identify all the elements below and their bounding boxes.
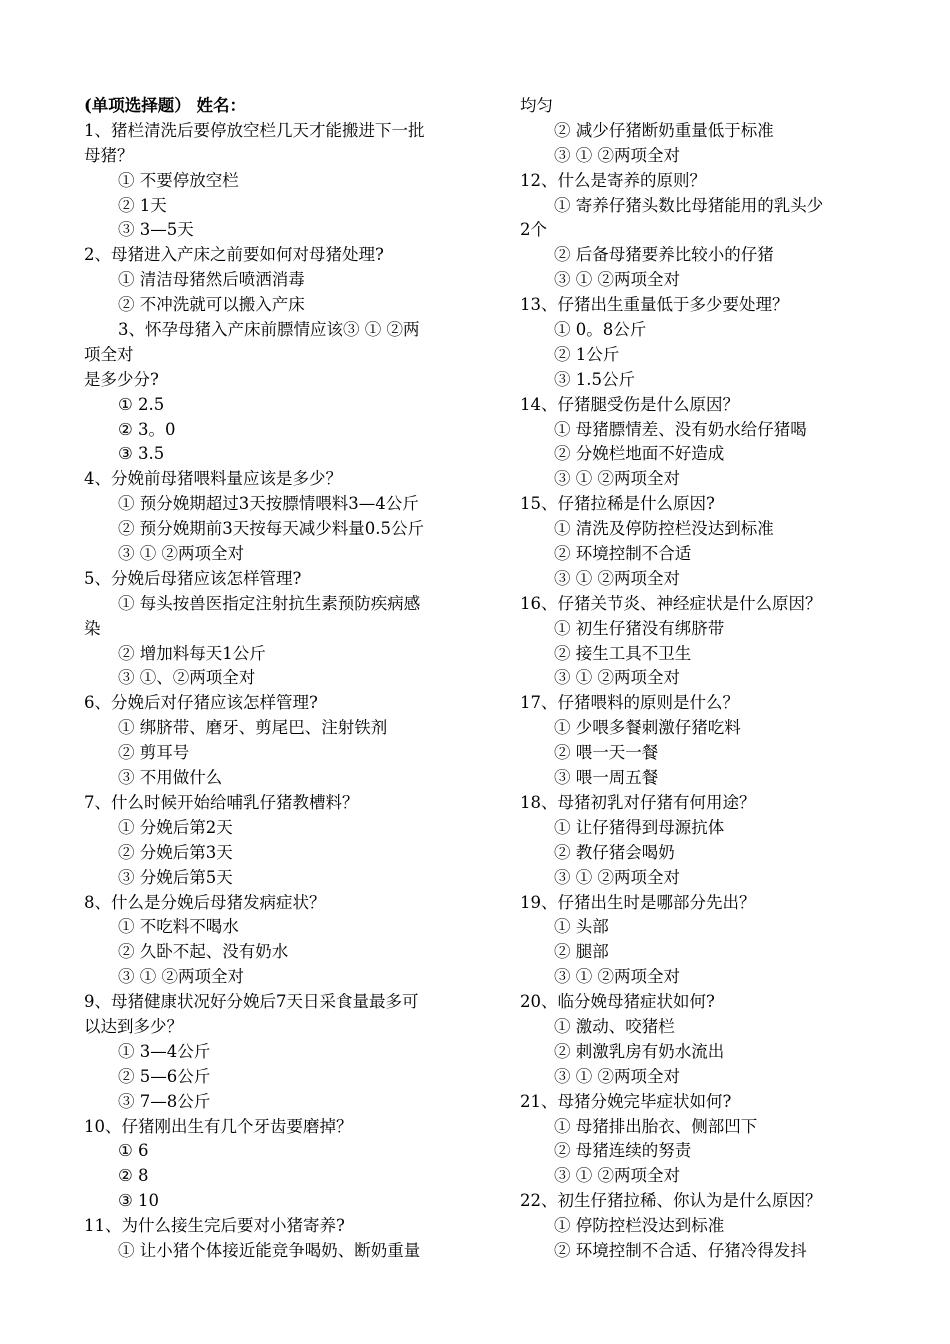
answer-option: ② 减少仔猪断奶重量低于标准 (554, 120, 774, 140)
answer-option: ② 1公斤 (554, 344, 620, 364)
answer-option: ① 让小猪个体接近能竞争喝奶、断奶重量 (118, 1240, 421, 1260)
question-line: 项全对 (84, 344, 134, 364)
question-line: 2、母猪进入产床之前要如何对母猪处理? (84, 245, 384, 265)
answer-option: ① 不要停放空栏 (118, 170, 239, 190)
answer-option: ③ 7—8公斤 (118, 1091, 211, 1111)
answer-option: ③ 不用做什么 (118, 768, 223, 788)
answer-option: ② 环境控制不合适 (554, 544, 692, 564)
question-line: 4、分娩前母猪喂料量应该是多少？ (84, 469, 342, 489)
answer-option: ① 绑脐带、磨牙、剪尾巴、注射铁剂 (118, 718, 388, 738)
answer-option: ③ 3.5 (118, 444, 165, 464)
answer-option: ② 3。0 (118, 419, 176, 439)
question-line: 17、仔猪喂料的原则是什么？ (520, 693, 739, 713)
answer-option: ③ ①、②两项全对 (118, 668, 256, 688)
right-column (520, 94, 880, 1264)
answer-option: ① 头部 (554, 917, 609, 937)
answer-option: ① 2.5 (118, 394, 165, 414)
question-line: 18、母猪初乳对仔猪有何用途？ (520, 792, 756, 812)
question-line: 是多少分? (84, 369, 159, 389)
answer-option: ① 不吃料不喝水 (118, 917, 239, 937)
answer-option: ③ ① ②两项全对 (554, 1066, 680, 1086)
question-line: 22、初生仔猪拉稀、你认为是什么原因？ (520, 1191, 822, 1211)
answer-option: ③ 10 (118, 1191, 160, 1211)
answer-option: ② 分娩栏地面不好造成 (554, 444, 725, 464)
answer-option: ① 激动、咬猪栏 (554, 1016, 675, 1036)
answer-option: ③ ① ②两项全对 (554, 469, 680, 489)
answer-option: ① 少喂多餐刺激仔猪吃料 (554, 718, 741, 738)
answer-option: ③ ① ②两项全对 (554, 145, 680, 165)
answer-option: ① 3—4公斤 (118, 1041, 211, 1061)
question-line: 20、临分娩母猪症状如何? (520, 992, 715, 1012)
question-line: 11、为什么接生完后要对小猪寄养? (84, 1216, 345, 1236)
left-column (84, 94, 488, 1264)
answer-option: ② 环境控制不合适、仔猪冷得发抖 (554, 1240, 807, 1260)
answer-option: ② 接生工具不卫生 (554, 643, 692, 663)
answer-option: ② 喂一天一餐 (554, 743, 659, 763)
question-line: 5、分娩后母猪应该怎样管理? (84, 568, 302, 588)
question-line: 13、仔猪出生重量低于多少要处理？ (520, 295, 789, 315)
question-line: 2个 (520, 220, 547, 240)
answer-option: ③ 喂一周五餐 (554, 768, 659, 788)
question-line: 12、什么是寄养的原则？ (520, 170, 706, 190)
answer-option: ② 教仔猪会喝奶 (554, 842, 675, 862)
answer-option: ① 停防控栏没达到标准 (554, 1216, 725, 1236)
answer-option: ② 分娩后第3天 (118, 842, 233, 862)
question-line: 1、猪栏清洗后要停放空栏几天才能搬进下一批 (84, 120, 425, 140)
answer-option: ① 母猪膘情差、没有奶水给仔猪喝 (554, 419, 807, 439)
answer-option: ① 清洁母猪然后喷洒消毒 (118, 270, 305, 290)
answer-option: ① 预分娩期超过3天按膘情喂料3—4公斤 (118, 494, 419, 514)
question-line: 9、母猪健康状况好分娩后7天日采食量最多可 (84, 992, 419, 1012)
answer-option: ① 0。8公斤 (554, 320, 647, 340)
answer-option: ③ 1.5公斤 (554, 369, 635, 389)
answer-option: ① 每头按兽医指定注射抗生素预防疾病感 (118, 593, 421, 613)
answer-option: ③ ① ②两项全对 (554, 568, 680, 588)
answer-option: ③ ① ②两项全对 (554, 1166, 680, 1186)
question-line: 均匀 (520, 96, 553, 115)
answer-option: ③ 3—5天 (118, 220, 194, 240)
answer-option: ③ ① ②两项全对 (554, 967, 680, 987)
answer-option: ① 初生仔猪没有绑脐带 (554, 618, 725, 638)
exam-title: (单项选择题） 姓名： (84, 96, 247, 115)
answer-option: ② 后备母猪要养比较小的仔猪 (554, 245, 774, 265)
question-line: 6、分娩后对仔猪应该怎样管理? (84, 693, 318, 713)
question-line: 染 (84, 618, 101, 638)
question-line: 19、仔猪出生时是哪部分先出？ (520, 892, 756, 912)
answer-option: ② 久卧不起、没有奶水 (118, 942, 289, 962)
answer-option: ② 母猪连续的努责 (554, 1141, 692, 1161)
answer-option: ① 6 (118, 1141, 149, 1161)
answer-option: ③ 分娩后第5天 (118, 867, 233, 887)
answer-option: ③ ① ②两项全对 (554, 270, 680, 290)
answer-option: ③ ① ②两项全对 (118, 544, 244, 564)
question-line: 21、母猪分娩完毕症状如何? (520, 1091, 732, 1111)
question-line: 以达到多少？ (84, 1016, 183, 1036)
question-line: 8、什么是分娩后母猪发病症状？ (84, 892, 326, 912)
answer-option: ② 8 (118, 1166, 149, 1186)
answer-option: ② 增加料每天1公斤 (118, 643, 266, 663)
answer-option: 3、怀孕母猪入产床前膘情应该③ ① ②两 (118, 320, 420, 340)
question-line: 10、仔猪刚出生有几个牙齿要磨掉？ (84, 1116, 353, 1136)
question-line: 7、什么时候开始给哺乳仔猪教槽料？ (84, 792, 359, 812)
answer-option: ② 腿部 (554, 942, 609, 962)
answer-option: ③ ① ②两项全对 (554, 668, 680, 688)
answer-option: ① 分娩后第2天 (118, 817, 233, 837)
question-line: 16、仔猪关节炎、神经症状是什么原因？ (520, 593, 822, 613)
answer-option: ③ ① ②两项全对 (554, 867, 680, 887)
answer-option: ② 1天 (118, 195, 167, 215)
answer-option: ② 预分娩期前3天按每天减少料量0.5公斤 (118, 519, 424, 539)
question-line: 14、仔猪腿受伤是什么原因？ (520, 394, 739, 414)
answer-option: ③ ① ②两项全对 (118, 967, 244, 987)
answer-option: ① 寄养仔猪头数比母猪能用的乳头少 (554, 195, 824, 215)
answer-option: ① 母猪排出胎衣、侧部凹下 (554, 1116, 758, 1136)
question-line: 母猪？ (84, 145, 134, 165)
question-line: 15、仔猪拉稀是什么原因? (520, 494, 715, 514)
answer-option: ① 让仔猪得到母源抗体 (554, 817, 725, 837)
answer-option: ② 5—6公斤 (118, 1066, 211, 1086)
answer-option: ② 不冲洗就可以搬入产床 (118, 295, 305, 315)
answer-option: ① 清洗及停防控栏没达到标准 (554, 519, 774, 539)
answer-option: ② 剪耳号 (118, 743, 190, 763)
answer-option: ② 刺激乳房有奶水流出 (554, 1041, 725, 1061)
